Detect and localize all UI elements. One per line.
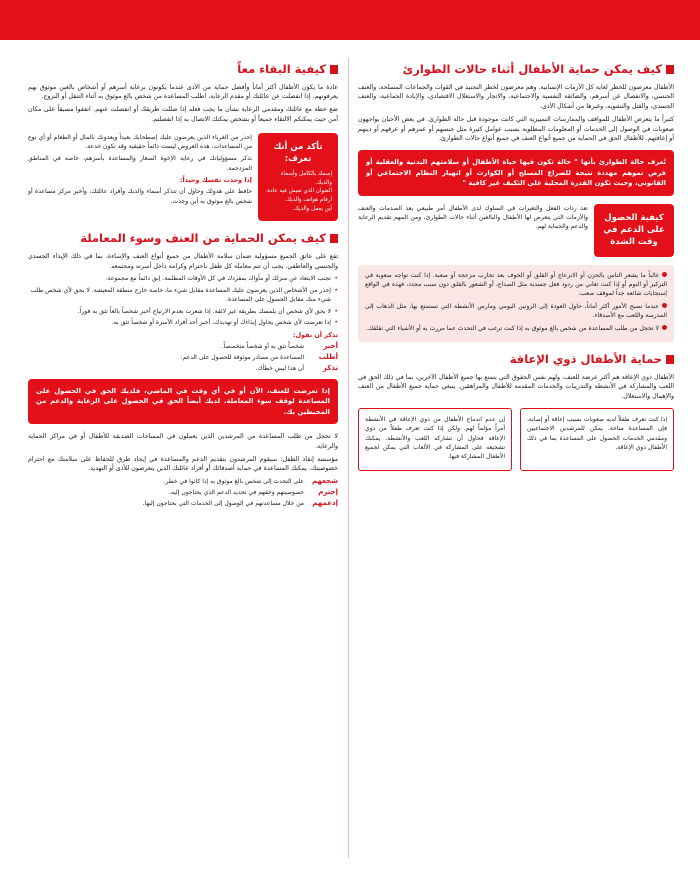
box-text: إذا كنت تعرف طفلاً لديه صعوبات بسبب إعاقة أو إصابة، فإن المساعدة متاحة. يمكن للمرشدين الاجتماعيين ومقدمي الخدمات الحصول على المساعدة بما في ذلك الأطفال ذوي الإعاقة. [527, 415, 667, 451]
keyword-desc: المساعدة من مصادر موثوقة للحصول على الدعم. [180, 353, 304, 361]
keyword-desc: من خلال مساعدتهم في الوصول إلى الخدمات التي يحتاجون إليها. [142, 500, 304, 508]
paragraph: عادة ما يكون الأطفال أكثر أماناً وأفضل حماية من الأذى عندما يكونون برعاية أسرهم أو أشخاص بالغين موثوق بهم يعرفونهم. إذا انفصلت عن عائلتك أو مقدم الرعاية، اطلب المساعدة من شخص بالغ موثوق به أثناء التنقل أو النزوح. [28, 83, 338, 101]
heading-bar-icon [330, 65, 338, 74]
column-divider [348, 58, 349, 858]
right-column [358, 52, 674, 867]
keyword-desc: أن هذا ليس خطأك. [255, 364, 304, 372]
keyword-desc: شخصاً تثق به أو شخصاً متخصصاً. [221, 342, 304, 350]
keyword: أطلب [318, 352, 338, 361]
paragraph: إحذر من الغرباء الذين يعرضون عليك إصطحابك بعيداً ويعدونك بالمال أو الطعام أو أي نوع من المساعدات. هذه العروض ليست دائماً حقيقية وقد تكون خدعة. [28, 133, 252, 150]
list-item: • لا يحق لأي شخص أن يلمسك بطريقة غير لائقة. إذا شعرت بعدم الارتياح أخبر شخصاً بالغاً تثق به فوراً. [28, 307, 338, 316]
keyword-row [28, 364, 338, 373]
keyword: إدعمهم [312, 499, 338, 508]
know-item: أين يعمل والديك. [292, 205, 332, 212]
keyword-row [28, 342, 338, 351]
list-item: • إحذر من الأشخاص الذين يعرضون عليك المساعدة مقابل شيء ما، خاصة خارج منطقة المعيشة. لا يحق لأي شخص طلب شيء منك مقابل الحصول على المساعدة. [28, 286, 338, 305]
tip-text: لا تخجل من طلب المساعدة من شخص بالغ موثوق به إذا كنت ترغب في التحدث عما مررت به أو الأشياء التي تقلقك. [365, 324, 667, 333]
heading-bar-icon [666, 65, 674, 74]
list-item: • تجنب الابتعاد عن منزلك أو مأواك بمفردك في كل الأوقات المظلمة. إبق دائماً مع مجموعة. [28, 274, 338, 283]
paragraph: الأطفال ذوي الإعاقة هم أكثر عرضة للعنف، ولهم نفس الحقوق التي يتمتع بها جميع الأطفال الآخرين، بما في ذلك الحق في اللعب والمشاركة في الأنشطة والتدريبات والخدمات المقدمة للأطفال والمراهقين. ينبغي حماية جميع الأطفال من العنف والإهمال والاستغلال. [358, 373, 674, 401]
keyword: إحترم [318, 488, 338, 497]
tip-text: عندما تصبح الأمور أكثر أماناً، حاول العودة إلى الروتين اليومي ومارس الأنشطة التي تستمتع بها، مثل الذهاب إلى المدرسة واللعب مع الأصدقاء. [365, 302, 667, 320]
disability-box-a [520, 408, 674, 471]
paragraph: الأطفال معرضون للخطر لغاية كل الأزمات الإنسانية. وهم معرضون لخطر التجنيد في القوات والجماعات المسلحة، والعنف الجنسي، والانفصال عن أسرهم، والضائقة النفسية والاجتماعية، والاتجار والاستغلال الاقتصادي، والإبادة الجماعية، والعنف الجسدي، والقتل والتشويه، وغيرها من أشكال الأذى. [358, 83, 674, 111]
heading-bar-icon [666, 355, 674, 364]
support-title: كيفية الحصول على الدعم في وقت الشدة [603, 212, 665, 248]
safety-list [28, 274, 338, 327]
keyword-desc: على التحدث إلى شخص بالغ موثوق به إذا كانوا في خطر. [163, 478, 304, 486]
list-item: • إذا تعرضت لأي شخص يحاول إيذاءك أو تهديدك، أخبر أحد أفراد الأسرة أو شخصاً تثق به. [28, 318, 338, 327]
heading-disabled-children: حماية الأطفال ذوي الإعاقة [358, 352, 674, 368]
leaflet-page [28, 52, 674, 867]
support-title-panel [594, 204, 674, 257]
keyword: أخبر [323, 341, 338, 350]
alone-subheading: إذا وجدت نفسك وحيداً: [179, 176, 252, 185]
support-body [358, 204, 588, 257]
heading-emergency-protection: كيف يمكن حماية الأطفال أثناء حالات الطوارئ [358, 62, 674, 78]
tip-text: غالباً ما يشعر الناس بالحزن أو الانزعاج أو القلق أو الخوف بعد تجارب مزعجة أو صعبة. إذا كنت تواجه صعوبة في التركيز أو النوم أو إذا كنت تعاني من ردود فعل جسدية مثل الصداع، أو الشعور بالقلق دون سبب محدد، فهذه في الواقع إستجابات شائعة جداً لموقف صعب. [365, 271, 667, 298]
know-item: العنوان الذي تعيش فيه عادة. [265, 188, 332, 195]
know-list [264, 170, 332, 213]
paragraph: مؤسسة إنقاذ الطفل: سيقوم المرشدون بتقديم الدعم والمساعدة في إيجاد طرق للحفاظ على سلامتك مع احترام خصوصيتك. يمكنك المساعدة في حماية أصدقائك أو أفراد عائلتك الذين يتعرضون للأذى أو التهديد. [28, 455, 338, 473]
keyword-row [28, 353, 338, 362]
remember-subheading: تذكر أن تقول: [293, 330, 338, 339]
top-red-band [0, 0, 700, 40]
paragraph: حافظ على هدوئك وحاول أن تتذكر أسماء والديك وأفراد عائلتك، وأخبر مركز مساعدة أو شخص بالغ موثوق به أين وجدت. [28, 188, 252, 205]
know-section [28, 133, 338, 222]
paragraph: تعد ردات الفعل والتغيرات في السلوك لدى الأطفال أمر طبيعي بعد الصدمات والعنف والأزمات التي يتعرض لها الأطفال والبالغين أثناء حالات الطوارئ، ومن المهم تقديم الرعاية والدعم والحماية لهم. [358, 204, 588, 231]
coping-tips-box [358, 265, 674, 343]
know-item: أرقام هواتف والديك. [284, 197, 332, 204]
heading-bar-icon [330, 234, 338, 243]
paragraph: لا تخجل من طلب المساعدة من المرشدين الذين يعملون في المساحات الصديقة للأطفال أو في مراكز الحماية والرعاية. [28, 433, 338, 450]
keyword: شجعهم [312, 477, 338, 486]
emergency-definition-box [358, 150, 674, 196]
keyword-row [28, 488, 338, 497]
heading-stay-together: كيفية البقاء معاً [28, 62, 338, 78]
support-section [358, 204, 674, 257]
box-text: إن عدم اندماج الأطفال من ذوي الإعاقة في الأنشطة أمراً مؤلماً لهم. ولكن إذا كنت تعرف طفلاً من ذوي الإعاقة فحاول أن تشاركه اللعب والأنشطة. يمكنك تشجيعه على المشاركة في الألعاب التي يمكن لجميع الأطفال المشاركة فيها. [365, 415, 505, 461]
know-item: إسمك بالكامل وأسماء والديك. [280, 171, 332, 186]
definition-text: تُعرف حالة الطوارئ بأنها " حالة تكون فيها حياة الأطفال أو سلامتهم البدنية والعقلية أو فرص نموهم مهددة نتيجة للصراع المسلح أو الكوارث أو انهيار النظام الاجتماعي أو القانوني، وحيث تكون القدرة المحلية على التكيف غير كافية " [366, 158, 666, 188]
paragraph: ضع خطة مع عائلتك ومقدمي الرعاية بشأن ما يجب فعله إذا ضللت طريقك أو انفصلت عنهم. اتفقوا مسبقاً على مكان آمن حيث يمكنكم الالتقاء جميعاً أو بشخص يمكنك الاتصال به إذا انفصلتم. [28, 106, 338, 123]
paragraph: تقع على عاتق الجميع مسؤولية ضمان سلامة الأطفال من جميع أنواع العنف والإساءة، بما في ذلك الإيذاء الجسدي والجنسي والعاطفي. يجب أن تتم معاملة كل طفل باحترام وكرامة داخل أسرته ومجتمعه. [28, 252, 338, 270]
paragraph: تذكر مسؤولياتك في رعاية الإخوة الصغار والمساعدة بأسرهم، خاصة في المناطق المزدحمة. [28, 155, 252, 172]
left-column [28, 52, 338, 867]
keyword-desc: خصوصيتهم وحقهم في تحديد الدعم الذي يحتاجون إليه. [168, 489, 304, 497]
know-panel [258, 133, 338, 222]
know-title: تأكد من أنك تعرف: [273, 141, 323, 164]
bullet-icon [662, 325, 667, 330]
disability-boxes [358, 408, 674, 471]
keyword-row [28, 499, 338, 508]
know-body [28, 133, 252, 222]
disability-box-b [358, 408, 512, 471]
right-to-help-text: إذا تعرضت للعنف، الآن أو في أي وقت في الماضي، فلديك الحق في الحصول على المساعدة لوقف سوء المعاملة. لديك أيضاً الحق في الحصول على الرعاية والدعم من المحيطين بك. [36, 386, 330, 416]
bullet-icon [662, 303, 667, 308]
bullet-icon [662, 272, 667, 277]
keyword-row [28, 477, 338, 486]
right-to-help-box [28, 379, 338, 425]
keyword: تذكر [322, 363, 338, 372]
heading-violence-protection: كيف يمكن الحماية من العنف وسوء المعاملة [28, 231, 338, 247]
paragraph: كثيراً ما يتعرض الأطفال للمواقف والممارسات التمييزية التي كانت موجودة قبل حالة الطوارئ. في بعض الأحيان يواجهون صعوبات في الوصول إلى الخدمات أو المعلومات المطلوبة بسبب عوامل كثيرة مثل جنسهم أو عمرهم أو عرقهم أو دينهم أو إعاقتهم. للأطفال الحق في الحماية من جميع أنواع العنف في جميع أنواع حالات الطوارئ. [358, 115, 674, 143]
